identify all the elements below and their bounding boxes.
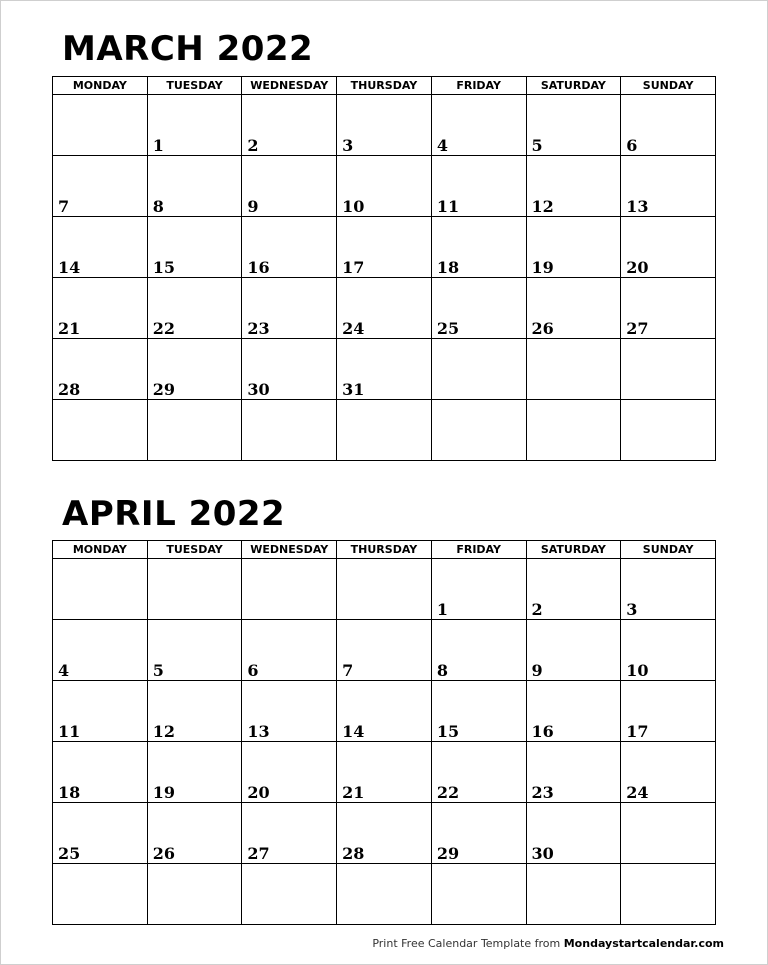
day-number: 1 bbox=[436, 600, 448, 619]
day-cell bbox=[621, 803, 716, 864]
day-number: 25 bbox=[58, 844, 81, 863]
weekday-header: MONDAY bbox=[53, 77, 148, 95]
day-cell bbox=[431, 742, 526, 803]
day-cell bbox=[431, 864, 526, 925]
day-cell bbox=[337, 620, 432, 681]
day-number: 3 bbox=[342, 136, 354, 155]
day-cell bbox=[526, 803, 621, 864]
day-cell bbox=[242, 95, 337, 156]
day-number: 18 bbox=[58, 783, 81, 802]
day-cell bbox=[147, 400, 242, 461]
day-cell bbox=[53, 620, 148, 681]
day-number: 17 bbox=[626, 722, 649, 741]
day-cell bbox=[621, 559, 716, 620]
week-row bbox=[53, 803, 716, 864]
day-cell bbox=[53, 864, 148, 925]
day-cell bbox=[53, 217, 148, 278]
day-cell bbox=[147, 803, 242, 864]
day-cell bbox=[621, 400, 716, 461]
day-number: 27 bbox=[247, 844, 270, 863]
day-cell bbox=[147, 864, 242, 925]
day-cell bbox=[526, 400, 621, 461]
day-number: 27 bbox=[626, 319, 649, 338]
day-cell bbox=[53, 742, 148, 803]
day-cell bbox=[621, 864, 716, 925]
weekday-header: TUESDAY bbox=[147, 541, 242, 559]
day-cell bbox=[53, 156, 148, 217]
day-cell bbox=[337, 278, 432, 339]
day-number: 19 bbox=[152, 783, 175, 802]
day-cell bbox=[621, 217, 716, 278]
day-number: 26 bbox=[152, 844, 175, 863]
day-number: 12 bbox=[531, 197, 554, 216]
day-number: 28 bbox=[342, 844, 365, 863]
day-cell bbox=[431, 559, 526, 620]
week-row bbox=[53, 339, 716, 400]
day-cell bbox=[242, 156, 337, 217]
day-number: 4 bbox=[58, 661, 70, 680]
day-number: 17 bbox=[342, 258, 365, 277]
calendar-grid-march bbox=[52, 76, 716, 461]
day-cell bbox=[431, 95, 526, 156]
day-cell bbox=[337, 95, 432, 156]
day-cell bbox=[621, 278, 716, 339]
day-number: 23 bbox=[531, 783, 554, 802]
day-number: 7 bbox=[58, 197, 70, 216]
day-number: 29 bbox=[152, 380, 175, 399]
day-number: 9 bbox=[247, 197, 259, 216]
day-number: 24 bbox=[342, 319, 365, 338]
weekday-header: SUNDAY bbox=[621, 77, 716, 95]
day-number: 12 bbox=[152, 722, 175, 741]
day-number: 10 bbox=[342, 197, 365, 216]
day-number: 14 bbox=[58, 258, 81, 277]
day-cell bbox=[242, 339, 337, 400]
day-number: 30 bbox=[531, 844, 554, 863]
day-cell bbox=[431, 156, 526, 217]
weekday-header: WEDNESDAY bbox=[242, 541, 337, 559]
day-cell bbox=[53, 339, 148, 400]
day-cell bbox=[526, 156, 621, 217]
day-cell bbox=[53, 559, 148, 620]
day-number: 28 bbox=[58, 380, 81, 399]
weekday-header: TUESDAY bbox=[147, 77, 242, 95]
day-cell bbox=[337, 156, 432, 217]
day-number: 15 bbox=[152, 258, 175, 277]
day-cell bbox=[337, 803, 432, 864]
day-cell bbox=[621, 95, 716, 156]
day-number: 22 bbox=[152, 319, 175, 338]
day-number: 6 bbox=[247, 661, 259, 680]
day-number: 3 bbox=[626, 600, 638, 619]
weekday-header-row bbox=[53, 541, 716, 559]
day-cell bbox=[337, 339, 432, 400]
day-cell bbox=[621, 681, 716, 742]
month-title-march: MARCH 2022 bbox=[62, 29, 314, 69]
week-row bbox=[53, 620, 716, 681]
weekday-header: FRIDAY bbox=[431, 541, 526, 559]
day-cell bbox=[337, 217, 432, 278]
footer-prefix: Print Free Calendar Template from bbox=[372, 937, 564, 950]
day-number: 18 bbox=[436, 258, 460, 277]
day-cell bbox=[242, 400, 337, 461]
weekday-header: SUNDAY bbox=[621, 541, 716, 559]
day-number: 25 bbox=[436, 319, 460, 338]
day-number: 16 bbox=[531, 722, 554, 741]
day-number: 29 bbox=[436, 844, 460, 863]
day-cell bbox=[147, 278, 242, 339]
day-cell bbox=[337, 681, 432, 742]
day-cell bbox=[526, 742, 621, 803]
weekday-header: THURSDAY bbox=[337, 541, 432, 559]
day-number: 6 bbox=[626, 136, 638, 155]
day-cell bbox=[431, 339, 526, 400]
day-number: 21 bbox=[58, 319, 81, 338]
month-title-april: APRIL 2022 bbox=[62, 494, 286, 534]
day-cell bbox=[242, 278, 337, 339]
day-cell bbox=[431, 620, 526, 681]
day-cell bbox=[53, 803, 148, 864]
day-number: 31 bbox=[342, 380, 365, 399]
day-cell bbox=[526, 95, 621, 156]
footer-credit bbox=[372, 937, 724, 950]
weekday-header: MONDAY bbox=[53, 541, 148, 559]
day-cell bbox=[431, 400, 526, 461]
day-cell bbox=[147, 156, 242, 217]
day-cell bbox=[337, 400, 432, 461]
day-number: 24 bbox=[626, 783, 649, 802]
day-number: 2 bbox=[531, 600, 543, 619]
day-cell bbox=[431, 803, 526, 864]
day-cell bbox=[526, 339, 621, 400]
day-number: 23 bbox=[247, 319, 270, 338]
weekday-header: SATURDAY bbox=[526, 77, 621, 95]
day-cell bbox=[242, 803, 337, 864]
day-cell bbox=[242, 217, 337, 278]
weekday-header: WEDNESDAY bbox=[242, 77, 337, 95]
week-row bbox=[53, 95, 716, 156]
day-number: 16 bbox=[247, 258, 270, 277]
day-cell bbox=[621, 742, 716, 803]
day-cell bbox=[147, 620, 242, 681]
week-row bbox=[53, 742, 716, 803]
day-cell bbox=[242, 864, 337, 925]
day-number: 20 bbox=[247, 783, 270, 802]
week-row bbox=[53, 400, 716, 461]
day-cell bbox=[526, 559, 621, 620]
day-number: 14 bbox=[342, 722, 365, 741]
day-cell bbox=[621, 156, 716, 217]
day-number: 8 bbox=[152, 197, 164, 216]
day-cell bbox=[526, 620, 621, 681]
day-number: 2 bbox=[247, 136, 259, 155]
day-number: 13 bbox=[626, 197, 649, 216]
day-number: 4 bbox=[436, 136, 448, 155]
week-row bbox=[53, 156, 716, 217]
week-row bbox=[53, 559, 716, 620]
day-cell bbox=[337, 864, 432, 925]
weekday-header-row bbox=[53, 77, 716, 95]
day-cell bbox=[337, 742, 432, 803]
calendar-grid-april bbox=[52, 540, 716, 925]
day-cell bbox=[526, 217, 621, 278]
day-number: 11 bbox=[58, 722, 81, 741]
week-row bbox=[53, 278, 716, 339]
day-number: 22 bbox=[436, 783, 460, 802]
day-cell bbox=[337, 559, 432, 620]
day-cell bbox=[526, 864, 621, 925]
day-number: 1 bbox=[152, 136, 164, 155]
day-number: 10 bbox=[626, 661, 649, 680]
day-cell bbox=[147, 217, 242, 278]
day-number: 5 bbox=[531, 136, 543, 155]
day-number: 15 bbox=[436, 722, 460, 741]
day-number: 20 bbox=[626, 258, 649, 277]
day-cell bbox=[53, 400, 148, 461]
day-cell bbox=[147, 559, 242, 620]
day-cell bbox=[526, 278, 621, 339]
day-cell bbox=[53, 278, 148, 339]
day-cell bbox=[431, 217, 526, 278]
week-row bbox=[53, 217, 716, 278]
day-number: 30 bbox=[247, 380, 270, 399]
day-number: 7 bbox=[342, 661, 354, 680]
weekday-header: FRIDAY bbox=[431, 77, 526, 95]
day-cell bbox=[242, 620, 337, 681]
day-cell bbox=[53, 681, 148, 742]
day-cell bbox=[53, 95, 148, 156]
day-cell bbox=[147, 742, 242, 803]
day-number: 13 bbox=[247, 722, 270, 741]
day-number: 8 bbox=[436, 661, 448, 680]
day-number: 19 bbox=[531, 258, 554, 277]
day-number: 11 bbox=[436, 197, 460, 216]
day-cell bbox=[242, 742, 337, 803]
week-row bbox=[53, 864, 716, 925]
footer-site-link[interactable]: Mondaystartcalendar.com bbox=[563, 937, 724, 950]
day-cell bbox=[242, 559, 337, 620]
day-number: 5 bbox=[152, 661, 164, 680]
weekday-header: SATURDAY bbox=[526, 541, 621, 559]
day-cell bbox=[526, 681, 621, 742]
weekday-header: THURSDAY bbox=[337, 77, 432, 95]
day-number: 26 bbox=[531, 319, 554, 338]
day-cell bbox=[147, 681, 242, 742]
day-cell bbox=[431, 278, 526, 339]
week-row bbox=[53, 681, 716, 742]
day-number: 9 bbox=[531, 661, 543, 680]
day-cell bbox=[147, 95, 242, 156]
day-number: 21 bbox=[342, 783, 365, 802]
day-cell bbox=[431, 681, 526, 742]
day-cell bbox=[621, 339, 716, 400]
day-cell bbox=[242, 681, 337, 742]
day-cell bbox=[147, 339, 242, 400]
day-cell bbox=[621, 620, 716, 681]
